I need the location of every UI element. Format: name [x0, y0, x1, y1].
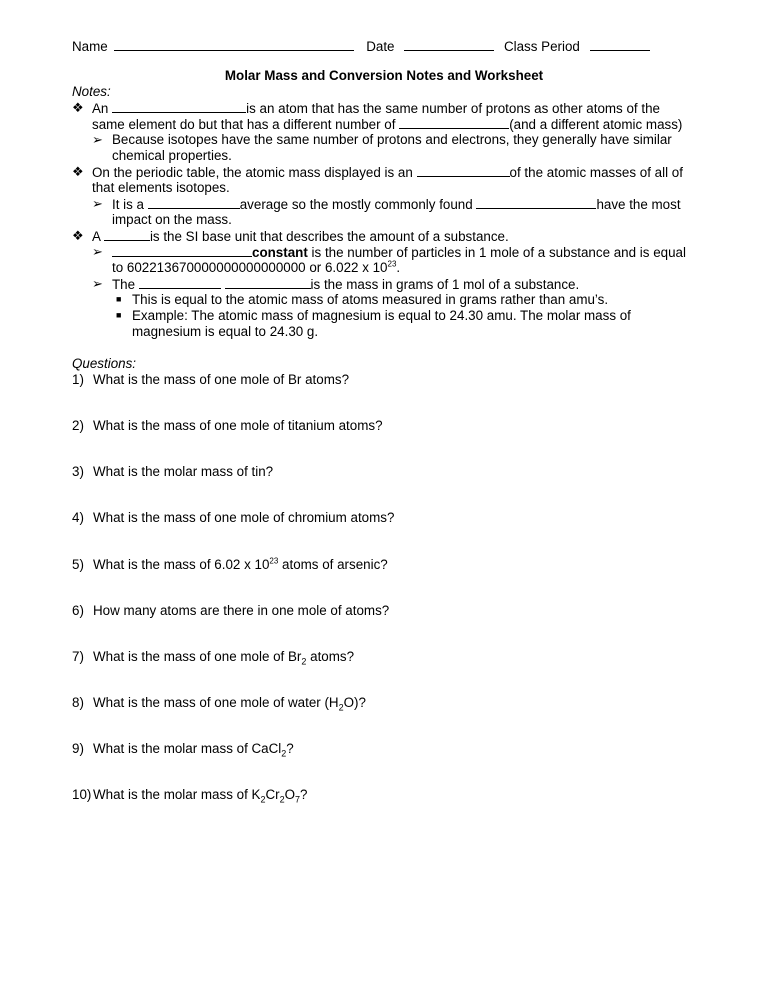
avogadro-blank[interactable] [112, 244, 252, 257]
isotope-sub: Because isotopes have the same number of protons and electrons, they generally have similar [112, 132, 672, 147]
molar-blank-2[interactable] [225, 276, 311, 289]
diamond-bullet-icon: ❖ [72, 164, 84, 179]
isotope-mid: is an atom that has the same number of protons as other atoms of the [246, 101, 660, 116]
question-text: What is the mass of one mole of chromium atoms? [93, 510, 395, 525]
question-text: What is the molar mass of K [93, 787, 261, 802]
question-10 [72, 787, 308, 803]
question-text-mid: O [284, 787, 296, 802]
mole-pre: A [92, 229, 101, 244]
question-text-end: O)? [343, 695, 366, 710]
question-number: 7) [72, 649, 84, 664]
question-text: What is the mass of one mole of water (H [93, 695, 339, 710]
question-text-mid: Cr [265, 787, 280, 802]
question-number: 3) [72, 464, 84, 479]
mole-blank[interactable] [104, 228, 150, 241]
question-number: 4) [72, 510, 84, 525]
question-text: What is the molar mass of CaCl [93, 741, 282, 756]
name-field[interactable] [114, 38, 354, 51]
class-period-label: Class Period [503, 39, 580, 54]
periodic-sub-mid: average so the mostly commonly found [239, 197, 473, 212]
question-subscript: 2 [301, 656, 307, 667]
question-8 [72, 695, 366, 711]
question-subscript: 7 [295, 794, 301, 805]
periodic-sub-pre: It is a [112, 197, 144, 212]
isotope-line2 [92, 116, 682, 133]
question-number: 2) [72, 418, 84, 433]
periodic-sub-post: have the most [596, 197, 681, 212]
periodic-sub-line2: impact on the mass. [112, 212, 232, 227]
question-subscript: 2 [338, 702, 344, 713]
question-9 [72, 741, 294, 757]
question-5 [72, 557, 388, 573]
molar-point2-line2: magnesium is equal to 24.30 g. [132, 324, 319, 339]
mole-line [92, 228, 509, 245]
molar-mass-line [112, 276, 579, 293]
isotope-pre: An [92, 101, 109, 116]
notes-heading: Notes: [72, 84, 111, 99]
question-number: 5) [72, 557, 84, 572]
isotopes-blank[interactable] [476, 196, 596, 209]
question-text: What is the molar mass of tin? [93, 464, 274, 479]
constant-bold: constant [252, 245, 308, 260]
molar-post: is the mass in grams of 1 mol of a substance. [310, 277, 580, 292]
constant-post: is the number of particles in 1 mole of a substance and is equal [311, 245, 686, 260]
question-7 [72, 649, 354, 665]
isotope-blank[interactable] [112, 100, 246, 113]
isotope-sub-line2: chemical properties. [112, 148, 232, 163]
question-subscript: 2 [281, 748, 287, 759]
question-number: 6) [72, 603, 84, 618]
question-6 [72, 603, 389, 619]
question-number: 9) [72, 741, 84, 756]
molar-point1: This is equal to the atomic mass of atoms measured in grams rather than amu’s. [132, 292, 609, 307]
isotope-line2-post: (and a different atomic mass) [509, 117, 683, 132]
question-text: What is the mass of one mole of Br [93, 649, 302, 664]
weighted-average-blank[interactable] [417, 164, 510, 177]
periodic-sub [112, 196, 681, 213]
question-text-end: ? [300, 787, 308, 802]
question-number: 1) [72, 372, 84, 387]
header-row [72, 38, 650, 55]
question-text-end: ? [286, 741, 294, 756]
periodic-post: of the atomic masses of all of [509, 165, 683, 180]
constant-value: to 602213670000000000000000 or 6.022 x 10 [112, 260, 388, 275]
arrow-bullet-icon: ➢ [92, 196, 103, 211]
questions-heading: Questions: [72, 356, 137, 371]
question-text: How many atoms are there in one mole of atoms? [93, 603, 390, 618]
page-title: Molar Mass and Conversion Notes and Worksheet [224, 68, 544, 83]
constant-end: . [396, 260, 401, 275]
question-text-end: atoms of arsenic? [278, 557, 388, 572]
question-text: What is the mass of one mole of titanium atoms? [93, 418, 383, 433]
question-3 [72, 464, 273, 480]
neutrons-blank[interactable] [399, 116, 509, 129]
class-period-field[interactable] [590, 38, 650, 51]
constant-line1 [112, 244, 686, 261]
constant-exponent: 23 [387, 259, 397, 269]
arrow-bullet-icon: ➢ [92, 276, 103, 291]
question-subscript: 2 [279, 794, 285, 805]
question-number: 8) [72, 695, 84, 710]
diamond-bullet-icon: ❖ [72, 228, 84, 243]
weighted-blank[interactable] [148, 196, 240, 209]
name-label: Name [72, 39, 108, 54]
question-1 [72, 372, 349, 388]
diamond-bullet-icon: ❖ [72, 100, 84, 115]
periodic-line2: that elements isotopes. [92, 180, 230, 195]
question-2 [72, 418, 383, 434]
question-exponent: 23 [269, 556, 279, 566]
molar-point2: Example: The atomic mass of magnesium is equal to 24.30 amu. The molar mass of [132, 308, 631, 323]
question-number: 10) [72, 787, 92, 802]
question-text: What is the mass of one mole of Br atoms? [93, 372, 350, 387]
square-bullet-icon: ■ [116, 294, 122, 304]
periodic-pre: On the periodic table, the atomic mass displayed is an [92, 165, 413, 180]
question-text: What is the mass of 6.02 x 10 [93, 557, 270, 572]
periodic-line1 [92, 164, 683, 181]
isotope-line2-pre: same element do but that has a different number of [92, 117, 396, 132]
arrow-bullet-icon: ➢ [92, 132, 103, 147]
constant-line2 [112, 260, 400, 276]
square-bullet-icon: ■ [116, 310, 122, 320]
molar-blank-1[interactable] [139, 276, 221, 289]
arrow-bullet-icon: ➢ [92, 244, 103, 259]
date-label: Date [366, 39, 395, 54]
question-subscript: 2 [260, 794, 266, 805]
isotope-line1 [92, 100, 660, 117]
mole-post: is the SI base unit that describes the amount of a substance. [149, 229, 509, 244]
question-4 [72, 510, 394, 526]
date-field[interactable] [404, 38, 494, 51]
question-text-end: atoms? [306, 649, 355, 664]
molar-pre: The [112, 277, 136, 292]
